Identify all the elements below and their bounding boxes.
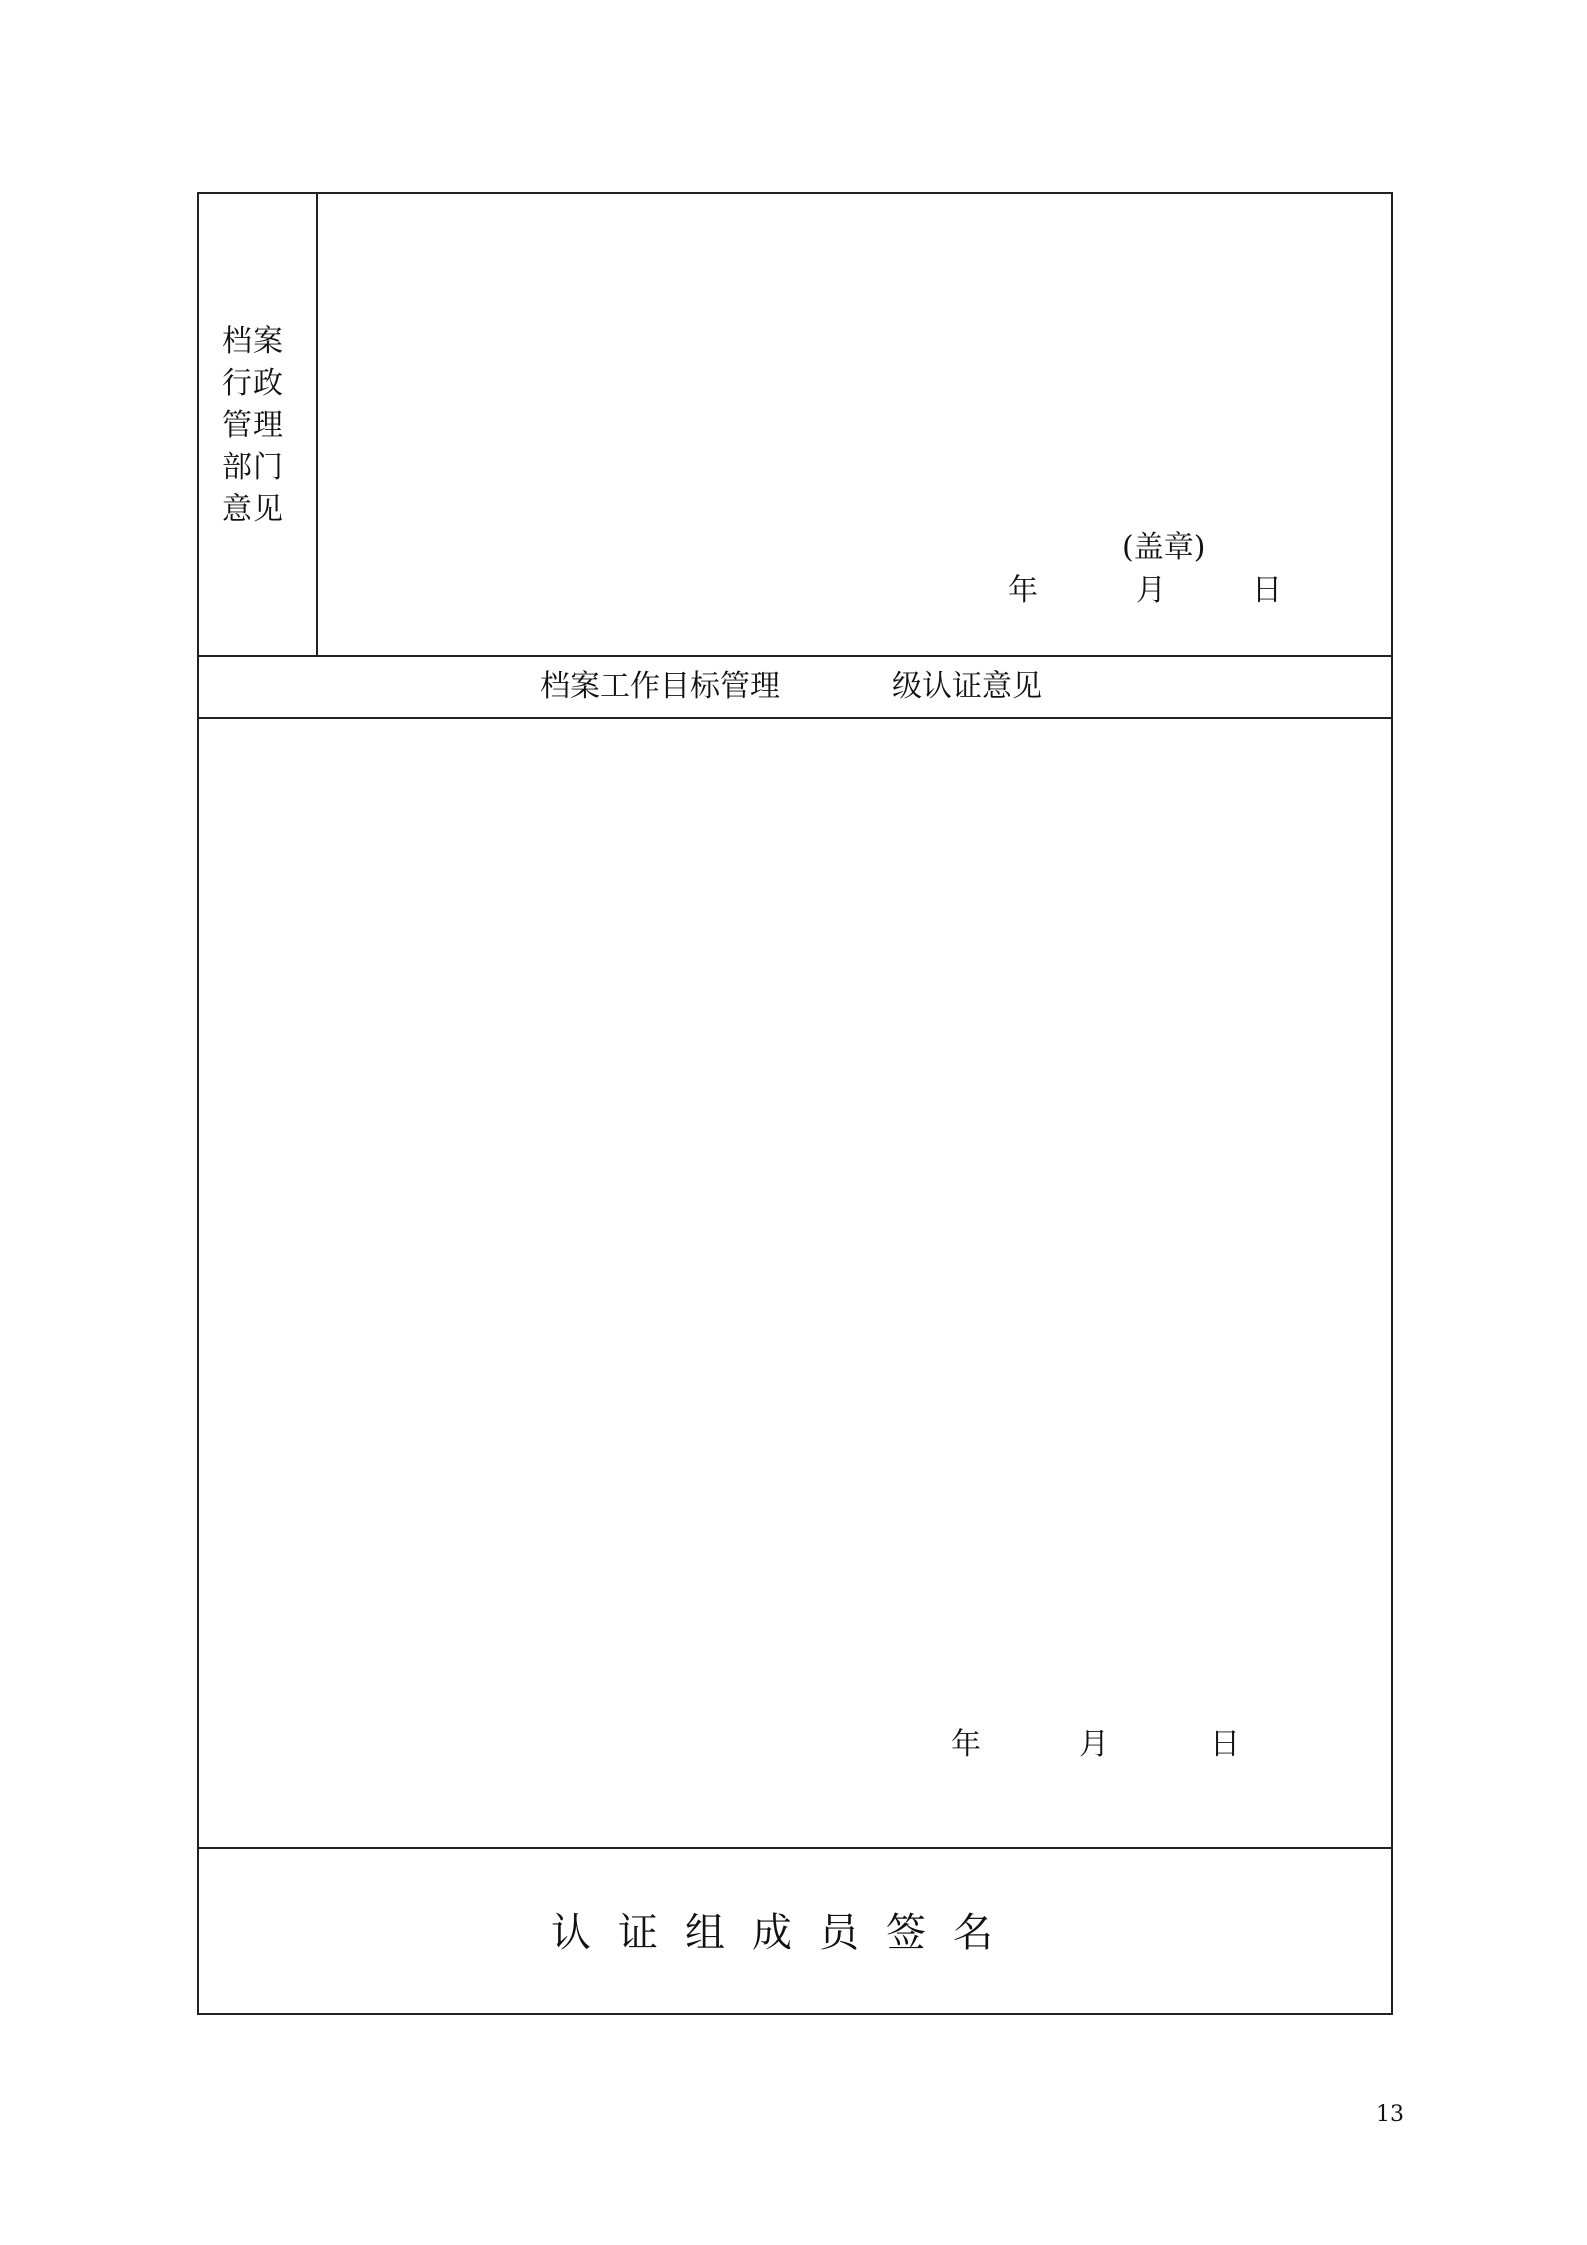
table-left-border bbox=[197, 192, 199, 2015]
row-divider-3 bbox=[197, 1847, 1393, 1849]
certification-heading-left: 档案工作目标管理 bbox=[540, 669, 780, 704]
row-divider-1 bbox=[197, 655, 1393, 657]
admin-date-month: 月 bbox=[1136, 573, 1166, 608]
admin-label-line-4: 部门 bbox=[222, 450, 284, 485]
signature-label: 认证组成员签名 bbox=[551, 1910, 1020, 1956]
admin-label-line-2: 行政 bbox=[222, 366, 284, 401]
certification-date-year: 年 bbox=[951, 1727, 981, 1762]
admin-date-day: 日 bbox=[1252, 573, 1282, 608]
label-column-divider bbox=[316, 192, 318, 657]
admin-label-line-1: 档案 bbox=[222, 324, 284, 359]
certification-date-month: 月 bbox=[1079, 1727, 1109, 1762]
page-number: 13 bbox=[1376, 2102, 1404, 2127]
admin-opinion-label bbox=[222, 321, 294, 531]
admin-label-line-5: 意见 bbox=[222, 492, 284, 527]
table-top-border bbox=[197, 192, 1393, 194]
certification-date-day: 日 bbox=[1210, 1727, 1240, 1762]
admin-label-line-3: 管理 bbox=[222, 408, 284, 443]
table-bottom-border bbox=[197, 2013, 1393, 2015]
certification-heading-right: 级认证意见 bbox=[892, 669, 1042, 704]
seal-note: (盖章) bbox=[1122, 530, 1206, 565]
row-divider-2 bbox=[197, 717, 1393, 719]
table-right-border bbox=[1391, 192, 1393, 2015]
admin-date-year: 年 bbox=[1008, 573, 1038, 608]
